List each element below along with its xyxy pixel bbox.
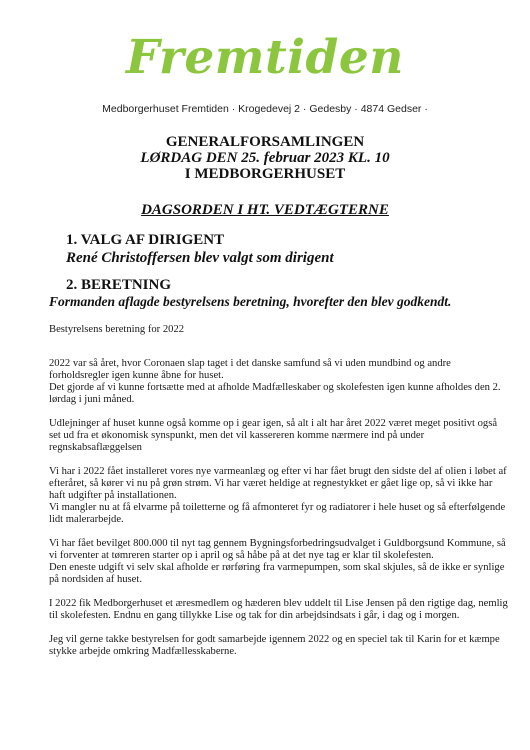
agenda-item-label: BERETNING (81, 277, 172, 293)
report-body (49, 324, 509, 658)
agenda-title: DAGSORDEN I HT. VEDTÆGTERNE (141, 202, 389, 218)
report-paragraph: 2022 var så året, hvor Coronaen slap taget i det danske samfund så vi uden mundbind og andre forholdsregler igen kunne åbne for huset. Det gjorde af vi kunne fortsætte med at afholde Madfælleskaber og skolefesten igen kunne afholdes den 2. lørdag i juni måned. (49, 358, 501, 405)
report-paragraph: Vi har fået bevilget 800.000 til nyt tag gennem Bygningsforbedringsudvalget i Guldborgsund Kommune, så vi forventer at tømreren starter op i april og så håbe på at det nye tag er klar til skolefesten. Den eneste udgift vi selv skal afholde er rørføring fra varmepumpen, som skal skjules, så de ikke er synlige på nordsiden af huset. (49, 538, 506, 585)
meeting-location: I MEDBORGERHUSET (184, 166, 346, 182)
report-paragraph: Vi har i 2022 fået installeret vores nye varmeanlæg og efter vi har fået brugt den sidste del af olien i løbet af efteråret, så kører vi nu på grøn strøm. Vi har været heldige at regnestykket er gået lige op, så vi ikke har haft udgifter på installationen. Vi mangler nu at få elvarme på toiletterne og få afmonteret fyr og radiatorer i hele huset og så efterfølgende lidt malerarbejde. (49, 466, 507, 525)
address-line: Medborgerhuset Fremtiden · Krogedevej 2 · Gedesby · 4874 Gedser · (102, 103, 428, 115)
agenda-item-number: 1. (66, 232, 78, 248)
agenda-item-number: 2. (66, 277, 78, 293)
meeting-heading (0, 134, 530, 182)
agenda-item-note: René Christoffersen blev valgt som dirigent (66, 250, 334, 266)
agenda-item-label: VALG AF DIRIGENT (80, 232, 225, 248)
agenda-item-heading (66, 231, 334, 249)
report-paragraph: I 2022 fik Medborgerhuset et æresmedlem og hæderen blev uddelt til Lise Jensen på den rigtige dag, nemlig til skolefesten. Endnu en gang tillykke Lise og tak for din arbejdsindsats i går, i dag og i morgen. (49, 598, 508, 621)
report-heading: Bestyrelsens beretning for 2022 (49, 324, 185, 335)
agenda-item (66, 276, 171, 294)
report-paragraph: Jeg vil gerne takke bestyrelsen for godt samarbejde igennem 2022 og en speciel tak til Karin for et kæmpe stykke arbejde omkring Madfællesskaberne. (49, 634, 500, 657)
agenda-item-note: Formanden aflagde bestyrelsens beretning, hvorefter den blev godkendt. (49, 294, 452, 309)
meeting-date: LØRDAG DEN 25. februar 2023 KL. 10 (140, 150, 390, 166)
agenda-item (66, 231, 334, 267)
meeting-title: GENERALFORSAMLINGEN (165, 134, 365, 150)
report-paragraph: Udlejninger af huset kunne også komme op i gear igen, så alt i alt har året 2022 været meget positivt også set ud fra et økonomisk synspunkt, men det vil kassereren komme nærmere ind på under regnskabsaflæggelsen (49, 418, 498, 453)
logo: Fremtiden (126, 30, 404, 85)
